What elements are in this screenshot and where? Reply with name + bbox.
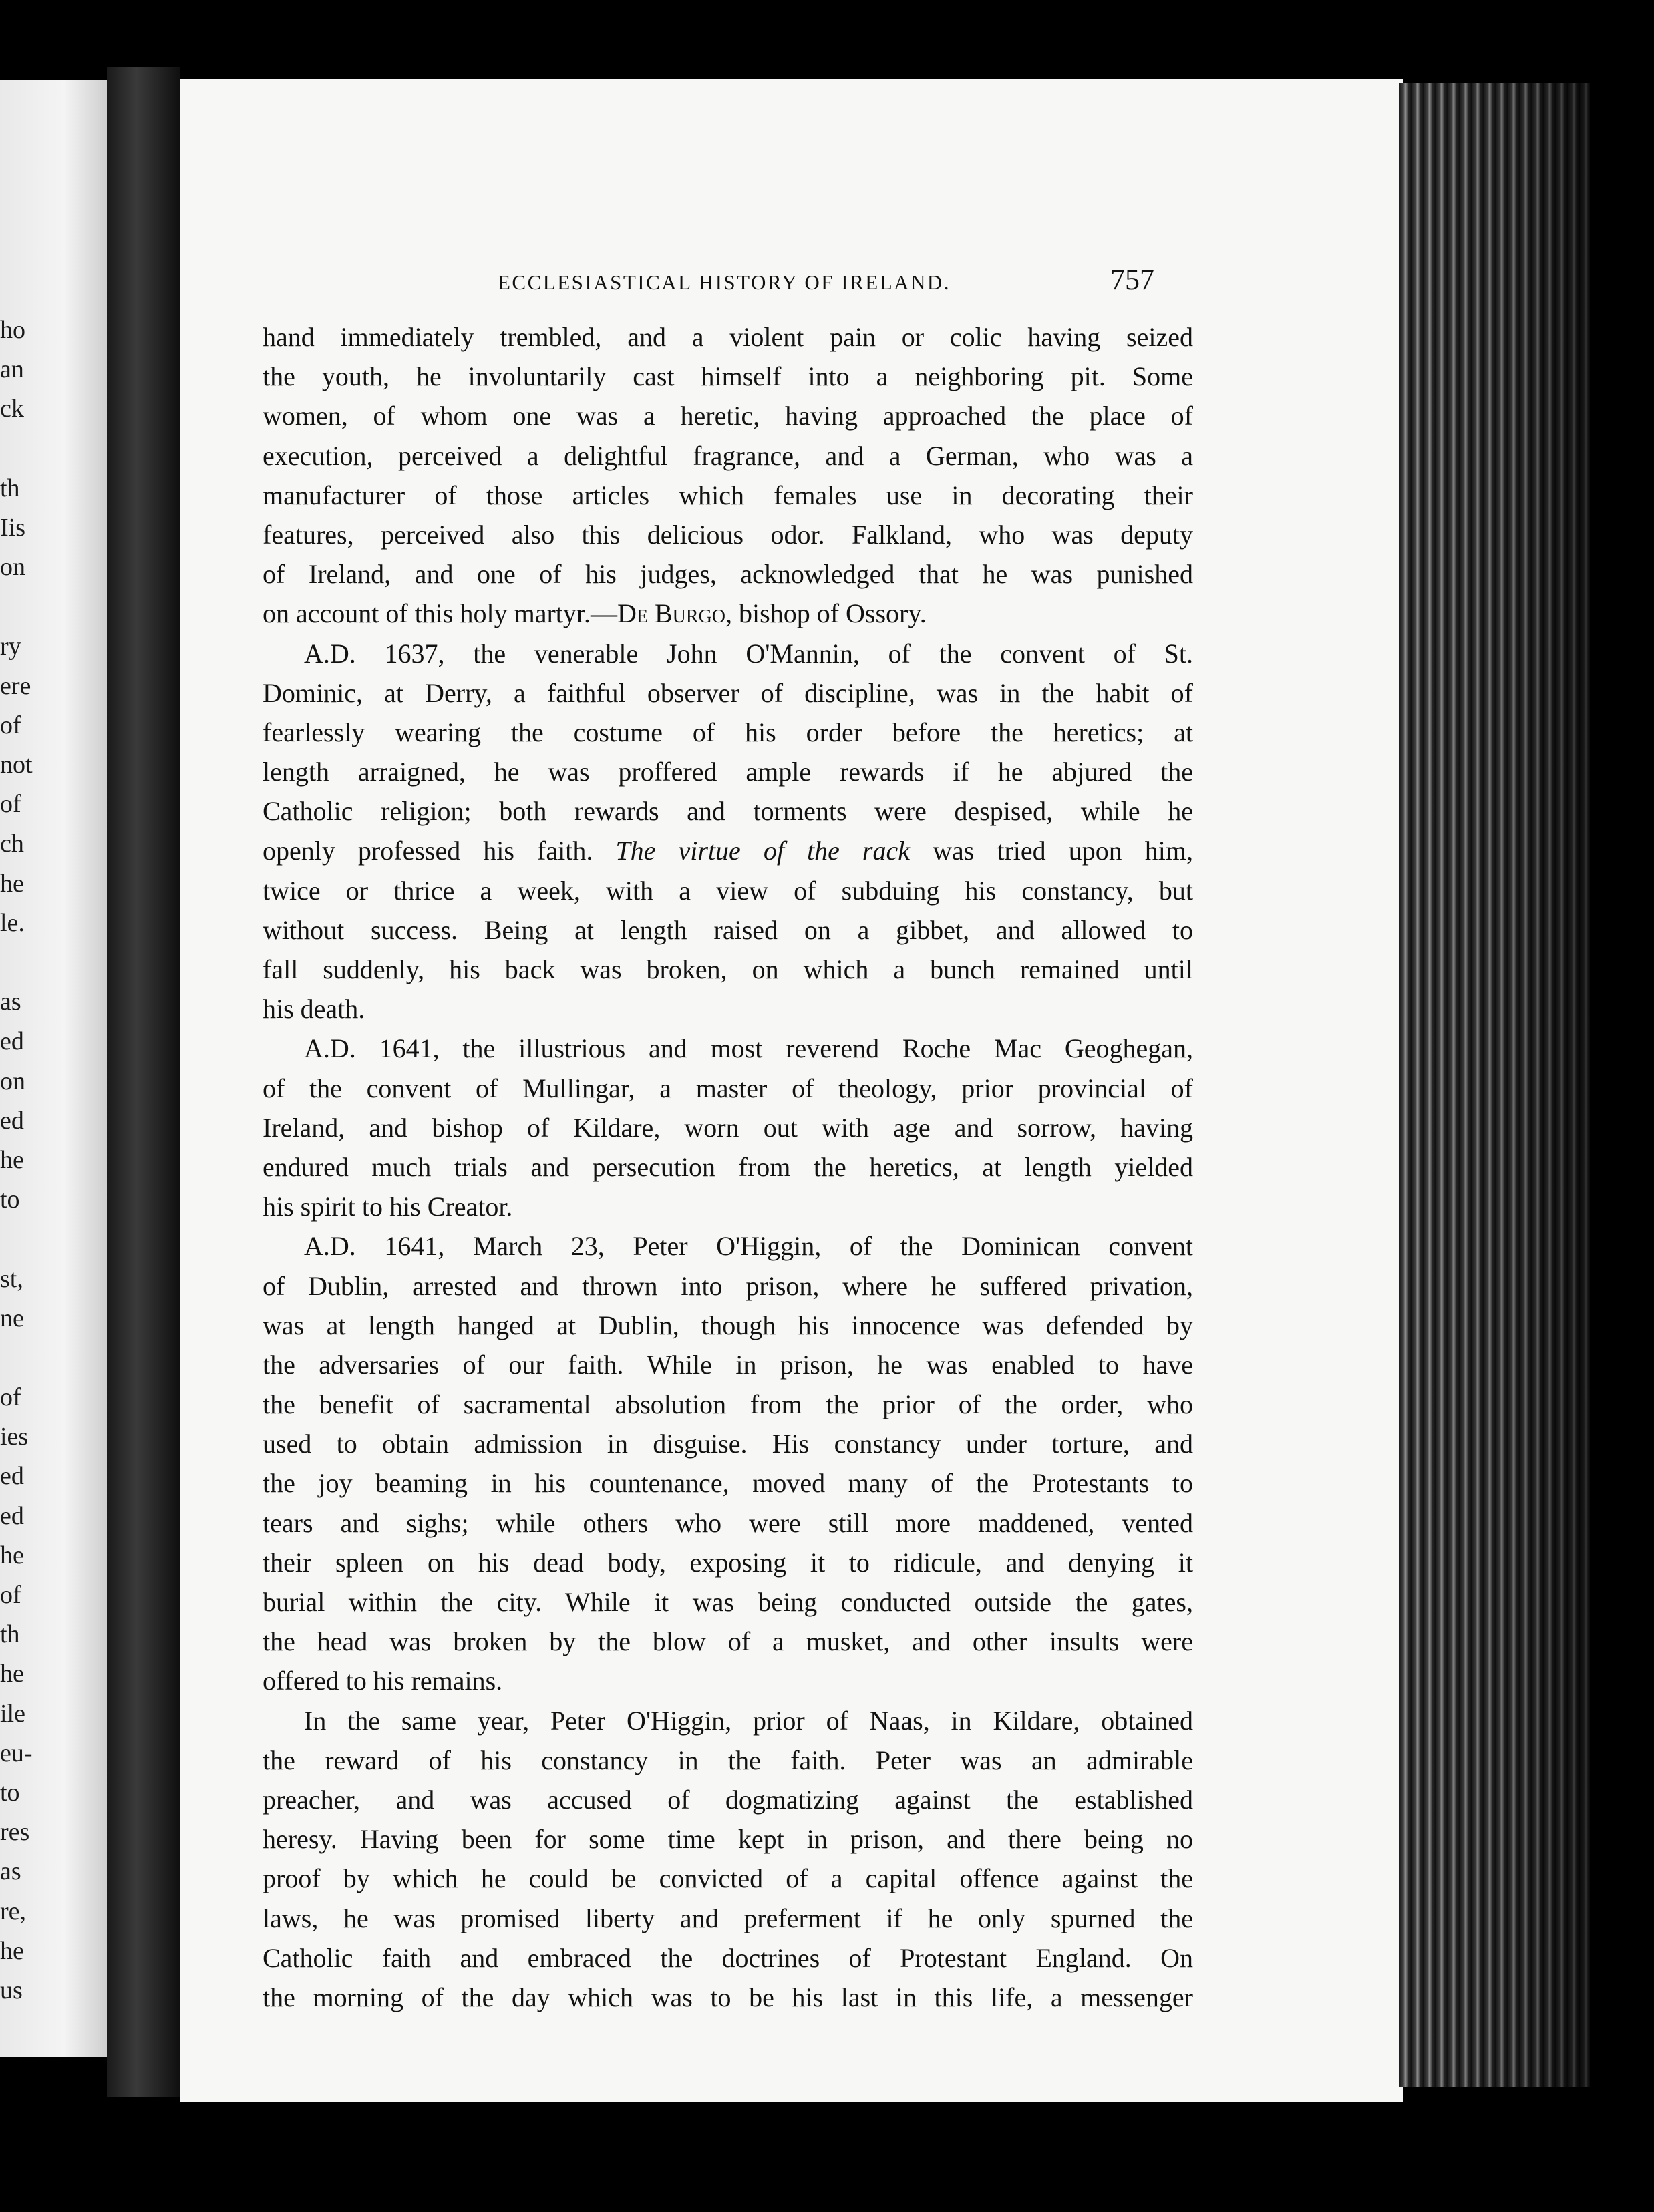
left-page-fragment: on — [0, 1067, 25, 1095]
text-line: fall suddenly, his back was broken, on which a bunch remained until — [263, 954, 1193, 984]
left-page-fragment: Iis — [0, 513, 25, 542]
left-page-fragment: to — [0, 1778, 20, 1807]
text-line: Ireland, and bishop of Kildare, worn out with age and sorrow, having — [263, 1112, 1193, 1143]
text-line: twice or thrice a week, with a view of subduing his constancy, but — [263, 875, 1193, 906]
left-page-fragment: us — [0, 1976, 23, 2004]
italic-phrase: The virtue of the rack — [615, 836, 911, 866]
left-page-fragment: ere — [0, 671, 31, 700]
left-page-fragment: of — [0, 711, 21, 739]
paragraph — [263, 1226, 1193, 1700]
text-line: laws, he was promised liberty and preferment if he only spurned the — [263, 1903, 1193, 1933]
left-page-fragment: he — [0, 1660, 24, 1688]
text-line: proof by which he could be convicted of a capital offence against the — [263, 1863, 1193, 1894]
text-line: the adversaries of our faith. While in prison, he was enabled to have — [263, 1349, 1193, 1380]
left-page-fragment: ck — [0, 395, 24, 423]
left-page-fragment: as — [0, 1857, 21, 1886]
text-line: fearlessly wearing the costume of his order before the heretics; at — [263, 717, 1193, 747]
text-line: the reward of his constancy in the faith. Peter was an admirable — [263, 1744, 1193, 1775]
text-line: his spirit to his Creator. — [263, 1191, 513, 1222]
left-page-fragment — [0, 943, 40, 982]
text-line: A.D. 1637, the venerable John O'Mannin, of the convent of St. — [304, 638, 1193, 669]
text-line: openly professed his faith. The virtue of the rack was tried upon him, — [263, 836, 1194, 866]
author-citation: De Burgo — [617, 598, 726, 629]
left-page-fragment: ies — [0, 1423, 29, 1451]
text-line: preacher, and was accused of dogmatizing against the established — [263, 1784, 1193, 1815]
text-line: offered to his remains. — [263, 1666, 503, 1696]
left-page-fragment: le. — [0, 908, 25, 937]
paragraph — [263, 1701, 1193, 2018]
left-page-fragment: th — [0, 1620, 20, 1649]
left-page-fragment: ry — [0, 632, 21, 661]
text-line: A.D. 1641, the illustrious and most reverend Roche Mac Geoghegan, — [304, 1033, 1193, 1064]
text-line: his death. — [263, 994, 365, 1025]
left-page-fragment: ed — [0, 1106, 24, 1135]
text-line: Catholic faith and embraced the doctrines of Protestant England. On — [263, 1942, 1193, 1973]
text-line: of Dublin, arrested and thrown into prison, where he suffered privation, — [263, 1270, 1193, 1301]
left-page-fragment: ho — [0, 316, 25, 344]
text-line: tears and sighs; while others who were still more maddened, vented — [263, 1507, 1193, 1538]
text-line: length arraigned, he was proffered ample rewards if he abjured the — [263, 757, 1193, 787]
text-line: their spleen on his dead body, exposing it to ridicule, and denying it — [263, 1547, 1193, 1578]
text-line: was at length hanged at Dublin, though his innocence was defended by — [263, 1310, 1193, 1340]
page-number: 757 — [1110, 263, 1154, 296]
paragraph — [263, 317, 1193, 634]
text-line: Dominic, at Derry, a faithful observer of discipline, was in the habit of — [263, 677, 1193, 708]
text-line: on account of this holy martyr.—De Burgo, bishop of Ossory. — [263, 598, 927, 629]
left-page-fragment: ch — [0, 830, 24, 858]
text-line: A.D. 1641, March 23, Peter O'Higgin, of the Dominican convent — [304, 1231, 1193, 1262]
text-line: the head was broken by the blow of a musket, and other insults were — [263, 1626, 1193, 1657]
left-page-fragment: he — [0, 869, 24, 898]
text-line: features, perceived also this delicious odor. Falkland, who was deputy — [263, 519, 1193, 550]
left-page-fragment: he — [0, 1541, 24, 1570]
left-page-fragment: st, — [0, 1264, 23, 1293]
text-line: of the convent of Mullingar, a master of theology, prior provincial of — [263, 1073, 1193, 1103]
text-line: heresy. Having been for some time kept in prison, and there being no — [263, 1824, 1193, 1855]
left-page-fragment: ne — [0, 1304, 24, 1332]
left-page-fragment: ile — [0, 1699, 25, 1728]
left-page-text-fragments — [0, 311, 40, 2010]
left-page-fragment: res — [0, 1818, 30, 1847]
text-line: hand immediately trembled, and a violent pain or colic having seized — [263, 322, 1193, 352]
text-line: without success. Being at length raised on a gibbet, and allowed to — [263, 914, 1193, 945]
text-line: used to obtain admission in disguise. His constancy under torture, and — [263, 1429, 1193, 1459]
left-page-fragment: not — [0, 751, 33, 779]
paragraph — [263, 1029, 1193, 1226]
left-page-fragment: ed — [0, 1462, 24, 1491]
left-page-fragment: of — [0, 790, 21, 819]
left-page-fragment — [0, 1338, 40, 1378]
left-page-fragment: of — [0, 1581, 21, 1609]
text-line: manufacturer of those articles which females use in decorating their — [263, 480, 1193, 510]
body-text — [263, 317, 1193, 2017]
left-page-fragment: eu- — [0, 1738, 33, 1767]
left-page-fragment — [0, 429, 40, 469]
left-page-fragment: th — [0, 474, 20, 502]
text-line: burial within the city. While it was being conducted outside the gates, — [263, 1587, 1193, 1617]
left-page-fragment: an — [0, 355, 24, 384]
text-line: the joy beaming in his countenance, moved many of the Protestants to — [263, 1468, 1193, 1499]
text-line: execution, perceived a delightful fragrance, and a German, who was a — [263, 440, 1193, 471]
paragraph — [263, 634, 1193, 1029]
text-line: endured much trials and persecution from the heretics, at length yielded — [263, 1151, 1193, 1182]
text-line: Catholic religion; both rewards and torments were despised, while he — [263, 796, 1193, 827]
left-page-fragment: ed — [0, 1027, 24, 1056]
text-line: the youth, he involuntarily cast himself into a neighboring pit. Some — [263, 361, 1193, 392]
left-page-fragment: re, — [0, 1897, 27, 1925]
left-page-fragment: on — [0, 553, 25, 582]
book-gutter — [107, 67, 180, 2097]
left-page-fragment: to — [0, 1185, 20, 1214]
left-page-fragment — [0, 1220, 40, 1259]
text-line: of Ireland, and one of his judges, acknowledged that he was punished — [263, 559, 1193, 590]
text-line: the morning of the day which was to be his last in this life, a messenger — [263, 1982, 1193, 2012]
running-head: ECCLESIASTICAL HISTORY OF IRELAND. — [498, 270, 951, 294]
left-page-fragment: of — [0, 1383, 21, 1412]
left-page-fragment — [0, 587, 40, 626]
left-page-fragment: he — [0, 1936, 24, 1965]
text-line: women, of whom one was a heretic, having approached the place of — [263, 401, 1193, 431]
text-line: the benefit of sacramental absolution from the prior of the order, who — [263, 1389, 1193, 1420]
left-page-fragment: ed — [0, 1501, 24, 1530]
left-page-fragment: as — [0, 988, 21, 1017]
page-edges-shadow — [1399, 83, 1590, 2087]
text-line: In the same year, Peter O'Higgin, prior of Naas, in Kildare, obtained — [304, 1705, 1193, 1736]
left-page-fragment: he — [0, 1145, 24, 1174]
